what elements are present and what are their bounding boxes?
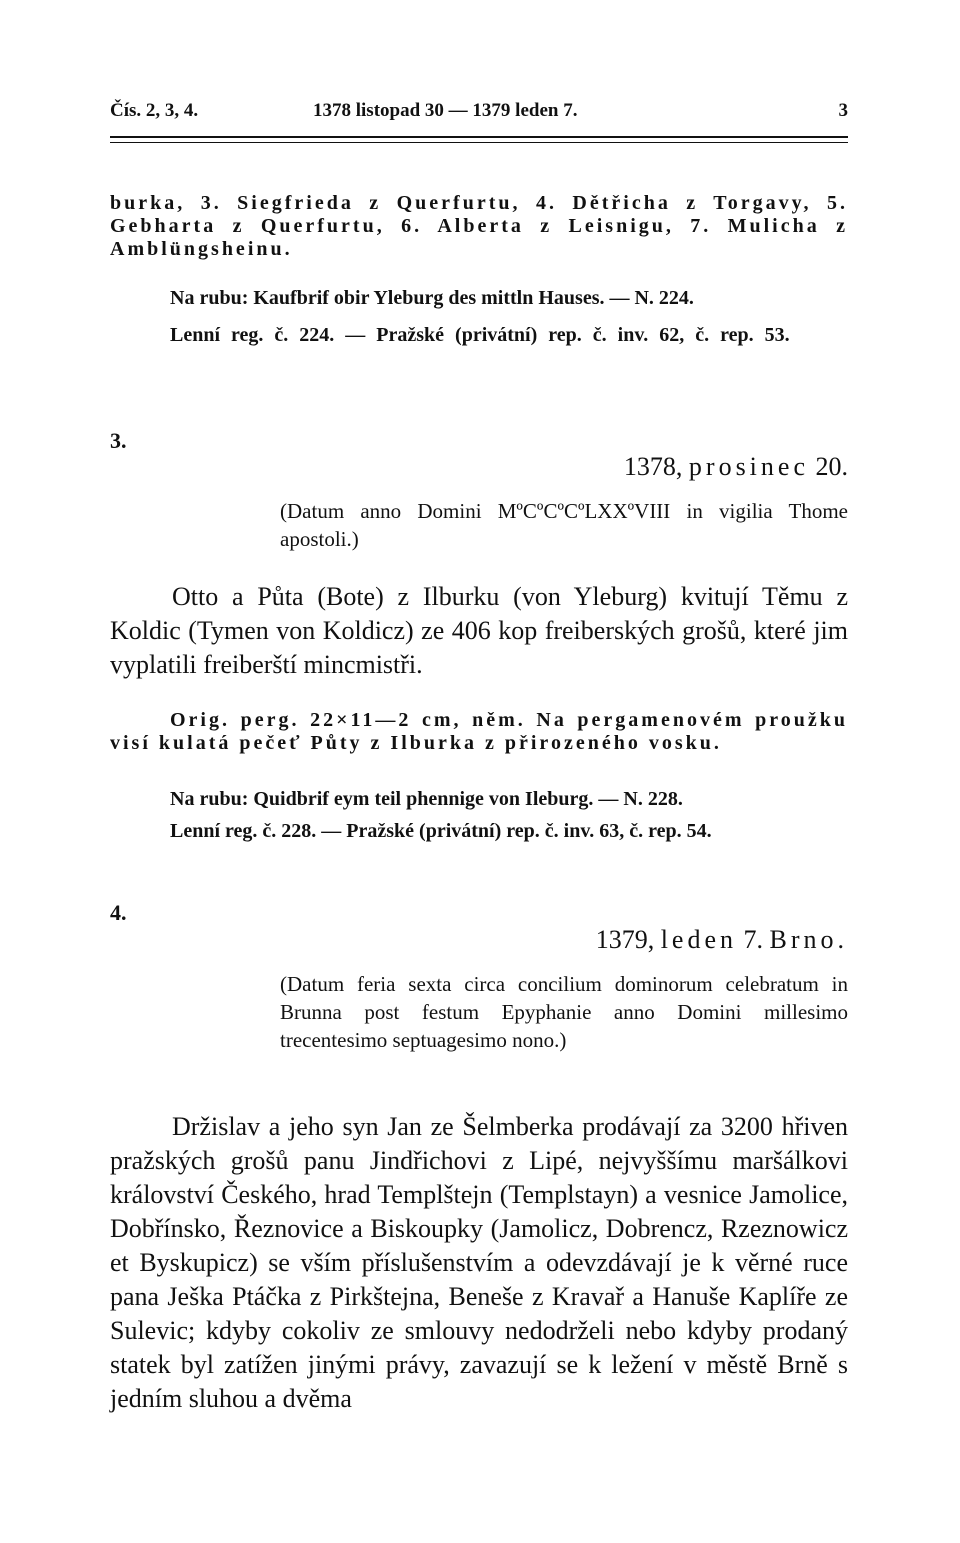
header-page-number: 3 xyxy=(838,100,848,121)
entry-date-3 xyxy=(624,452,848,482)
dating-clause-4: (Datum feria sexta circa concilium dominorum celebratum in Brunna post festum Epyphanie anno Domini millesimo trecentesimo septuagesimo nono.) xyxy=(280,972,848,1052)
registry-note-2: Lenní reg. č. 224. — Pražské (privátní) rep. č. inv. 62, č. rep. 53. xyxy=(170,324,790,346)
header-date-range: 1378 listopad 30 — 1379 leden 7. xyxy=(313,100,578,121)
entry-date-4-month: leden xyxy=(660,925,737,954)
entry-number-3: 3. xyxy=(110,428,127,453)
header-rule-thin xyxy=(110,142,848,143)
entry-number-4: 4. xyxy=(110,900,127,925)
entry-date-3-month: prosinec xyxy=(688,452,809,481)
regest-4: Držislav a jeho syn Jan ze Šelmberka prodávají za 3200 hřiven pražských grošů panu Jindřichovi z Lipé, nejvyššímu maršálkovi království Českého, hrad Templštejn (Templstayn) a vesnice Jamolice, Dobřínsko, Řeznovice a Biskoupky (Jamolicz, Dobrencz, Rzeznowicz et Byskupicz) se vším příslušenstvím a odevzdávají je k věrné ruce pana Ješka Ptáčka z Pirkštejna, Beneše z Kravař a Hanuše Kaplíře ze Sulevic; kdyby cokoliv ze smlouvy nedodrželi nebo kdyby prodaný statek byl zatížen jinými právy, zavazují se k ležení v městě Brně s jedním sluhou a dvěma xyxy=(110,1112,848,1413)
entry-date-4-place: Brno. xyxy=(769,925,848,954)
dorsal-note-3: Na rubu: Quidbrif eym teil phennige von Ileburg. — N. 228. xyxy=(170,788,683,810)
header-rule-thick xyxy=(110,136,848,138)
entry-date-4 xyxy=(596,925,848,955)
header-document-numbers: Čís. 2, 3, 4. xyxy=(110,100,199,121)
original-description-3: Orig. perg. 22×11—2 cm, něm. Na pergamenovém proužku visí kulatá pečeť Půty z Ilburka z přirozeného vosku. xyxy=(110,709,848,754)
registry-note-3: Lenní reg. č. 228. — Pražské (privátní) rep. č. inv. 63, č. rep. 54. xyxy=(170,820,712,842)
regest-3: Otto a Půta (Bote) z Ilburku (von Yleburg) kvitují Těmu z Koldic (Tymen von Koldicz) ze 406 kop freiberských grošů, které jim vyplatili freiberští mincmistři. xyxy=(110,582,848,679)
entry-date-4-year: 1379, xyxy=(595,925,655,954)
running-header xyxy=(110,100,848,124)
dorsal-note-2: Na rubu: Kaufbrif obir Yleburg des mittln Hauses. — N. 224. xyxy=(170,287,694,309)
entry-date-4-day: 7. xyxy=(743,925,763,954)
entry-date-3-year: 1378, xyxy=(623,452,683,481)
dating-clause-3: (Datum anno Domini MºCºCºCºLXXºVIII in vigilia Thome apostoli.) xyxy=(280,499,848,551)
witness-list: burka, 3. Siegfrieda z Querfurtu, 4. Dětřicha z Torgavy, 5. Gebharta z Querfurtu, 6. Alberta z Leisnigu, 7. Mulicha z Amblüngsheinu. xyxy=(110,192,848,260)
entry-date-3-day: 20. xyxy=(815,452,848,481)
